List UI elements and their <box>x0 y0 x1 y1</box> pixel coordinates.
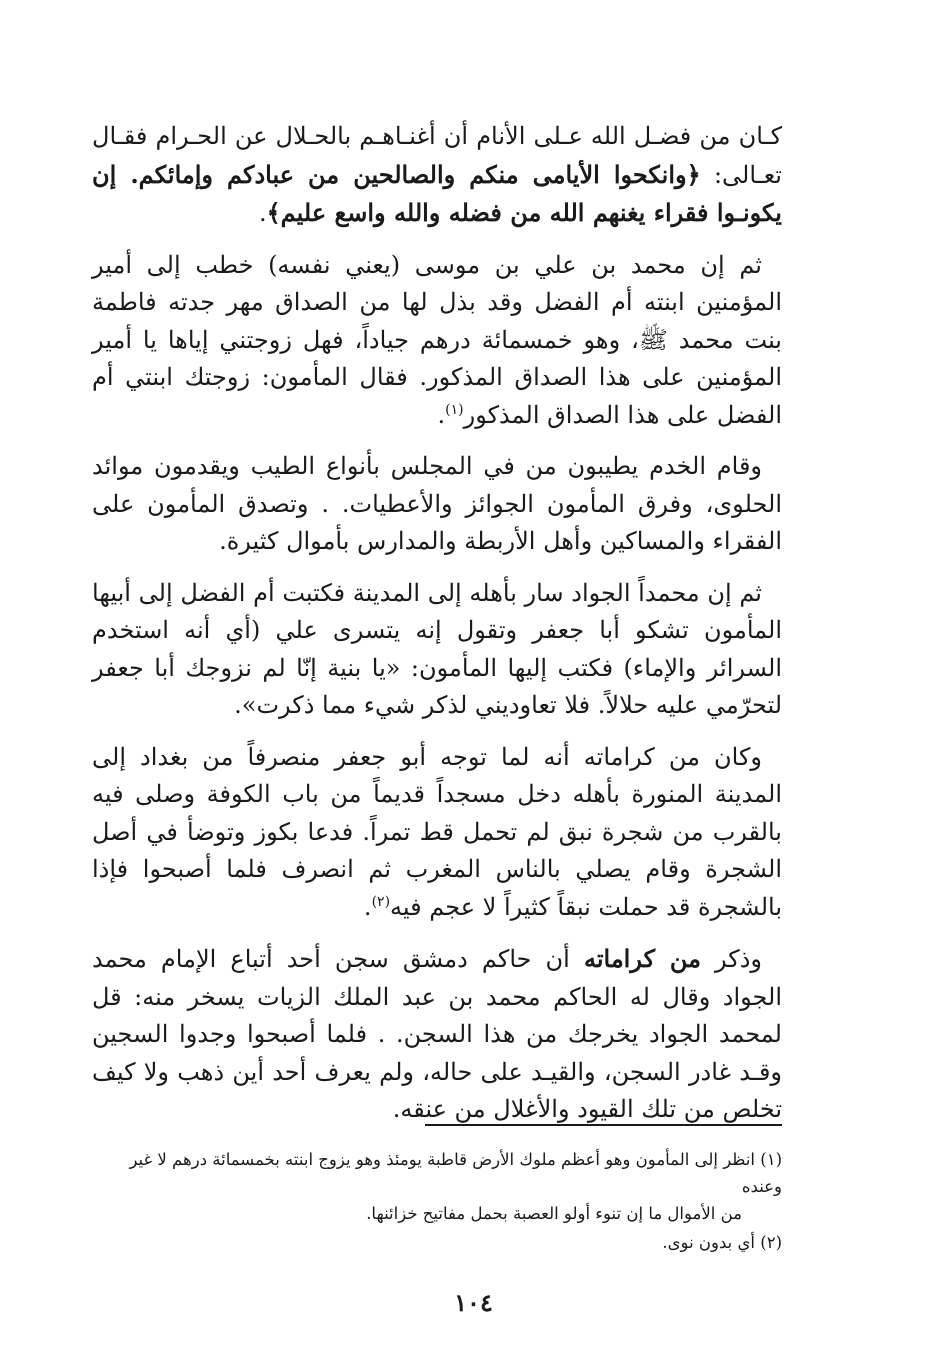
footnote-1-line-1: (١) انظر إلى المأمون وهو أعظم ملوك الأرض قاطبة يومئذ وهو يزوج ابنته بخمسمائة درهم لا غير وعنده <box>129 1150 782 1196</box>
paragraph-3 <box>92 448 782 561</box>
main-text <box>92 118 782 1143</box>
paragraph-6-text: أن حاكم دمشق سجن أحد أتباع الإمام محمد الجواد وقال له الحاكم محمد بن عبد الملك الزيات يسخر منه: قل لمحمد الجواد يخرجك من هذا السجن. . فلما أصبحوا وجدوا السجين وقـد غادر السجن، والقيـد على حاله، ولم يعرف أحد أين ذهب ولا كيف تخلص من تلك القيود والأغلال من عنقه. <box>92 945 783 1123</box>
paragraph-2 <box>92 247 782 435</box>
paragraph-5-end: . <box>363 892 372 921</box>
footnote-ref-1[interactable]: (١) <box>445 401 464 418</box>
paragraph-5 <box>92 739 782 927</box>
paragraph-6-bold: من كراماته <box>583 944 701 973</box>
paragraph-2-text: ثم إن محمد بن علي بن موسى (يعني نفسه) خطب إلى أمير المؤمنين ابنته أم الفضل وقد بذل لها من الصداق مهر جدته فاطمة بنت محمد ﷺ، وهو خمسمائة درهم جياداً، فهل زوجتني إياها يا أمير المؤمنين على هذا الصداق المذكور. فقال المأمون: زوجتك ابنتي أم الفضل على هذا الصداق المذكور <box>92 250 782 429</box>
footnote-2-line-1: (٢) أي بدون نوى. <box>662 1233 782 1252</box>
paragraph-1-intro: كـان من فضـل الله عـلى الأنام أن أغنـاهـم بالحـلال عن الحـرام فقـال تعـالى: <box>92 122 782 189</box>
paragraph-2-end: . <box>437 400 446 429</box>
footnote-2 <box>92 1229 782 1256</box>
page-number: ١٠٤ <box>454 1288 493 1317</box>
footnote-divider <box>425 1124 782 1126</box>
paragraph-5-text: وكان من كراماته أنه لما توجه أبو جعفر منصرفاً من بغداد إلى المدينة المنورة بأهله دخل مسجداً قديماً من باب الكوفة وصلى فيه بالقرب من شجرة نبق لم تحمل قط تمراً. فدعا بكوز وتوضأ في أصل الشجرة وقام يصلي بالناس المغرب ثم انصرف فلما أصبحوا فإذا بالشجرة قد حملت نبقاً كثيراً لا عجم فيه <box>92 742 782 921</box>
paragraph-4-text: ثم إن محمداً الجواد سار بأهله إلى المدينة فكتبت أم الفضل إلى أبيها المأمون تشكو أبا جعفر وتقول إنه يتسرى علي (أي أنه استخدم السرائر والإماء) فكتب إليها المأمون: «يا بنية إنّا لم نزوجك أبا جعفر لتحرّمي عليه حلالاً. فلا تعاوديني لذكر شيء مما ذكرت». <box>92 578 782 719</box>
footnote-1 <box>92 1146 782 1227</box>
paragraph-1 <box>92 118 782 233</box>
footnote-1-line-2: من الأموال ما إن تنوء أولو العصبة بحمل مفاتيح خزائنها. <box>366 1204 742 1223</box>
quran-quote: ﴿وانكحوا الأيامى منكم والصالحين من عبادكم وإمائكم. إن يكونـوا فقراء يغنهم الله من فضله والله واسع عليم﴾ <box>92 159 782 227</box>
paragraph-4 <box>92 575 782 725</box>
paragraph-6-intro: وذكر <box>715 945 762 973</box>
footnote-ref-2[interactable]: (٢) <box>371 893 391 910</box>
paragraph-6 <box>92 940 782 1129</box>
footnotes <box>92 1146 782 1258</box>
paragraph-3-text: وقام الخدم يطيبون من في المجلس بأنواع الطيب ويقدمون موائد الحلوى، وفرق المأمون الجوائز والأعطيات. . وتصدق المأمون على الفقراء والمساكين وأهل الأربطة والمدارس بأموال كثيرة. <box>92 452 782 555</box>
paragraph-1-end: . <box>258 199 267 227</box>
